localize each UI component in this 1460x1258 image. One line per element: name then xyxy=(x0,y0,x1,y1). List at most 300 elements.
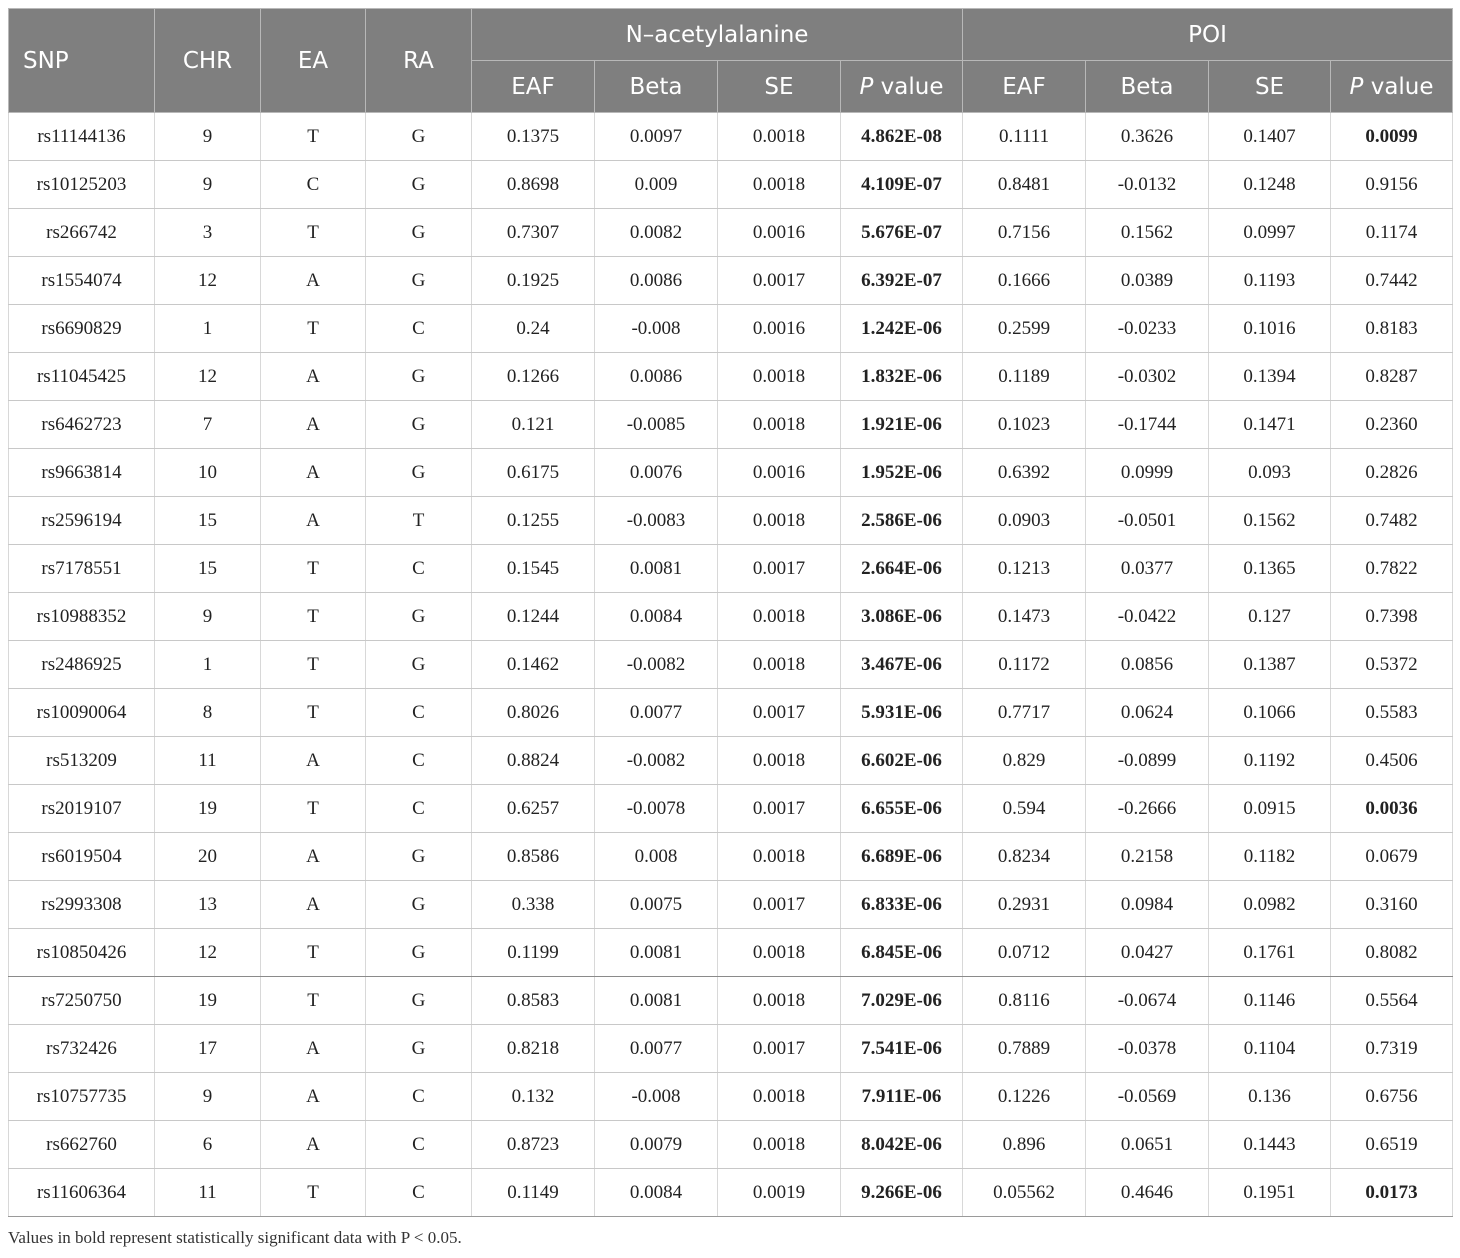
cell-chr: 13 xyxy=(155,881,261,929)
cell-ra: G xyxy=(366,641,472,689)
table-row xyxy=(9,353,1453,401)
table-row xyxy=(9,305,1453,353)
table-row xyxy=(9,641,1453,689)
table-row xyxy=(9,449,1453,497)
cell-ra: G xyxy=(366,833,472,881)
cell-n-se: 0.0018 xyxy=(718,593,841,641)
cell-poi-pvalue: 0.2360 xyxy=(1331,401,1453,449)
cell-poi-se: 0.093 xyxy=(1209,449,1331,497)
cell-poi-se: 0.1562 xyxy=(1209,497,1331,545)
cell-ra: G xyxy=(366,353,472,401)
cell-poi-pvalue: 0.9156 xyxy=(1331,161,1453,209)
cell-snp: rs11144136 xyxy=(9,113,155,161)
cell-ra: C xyxy=(366,785,472,833)
cell-poi-se: 0.1192 xyxy=(1209,737,1331,785)
cell-ea: T xyxy=(261,689,366,737)
header-n-se: SE xyxy=(718,61,841,113)
cell-n-se: 0.0018 xyxy=(718,113,841,161)
cell-chr: 8 xyxy=(155,689,261,737)
cell-poi-beta: 0.1562 xyxy=(1086,209,1209,257)
cell-ea: T xyxy=(261,977,366,1025)
cell-snp: rs10988352 xyxy=(9,593,155,641)
table-body xyxy=(9,113,1453,1217)
cell-poi-se: 0.1387 xyxy=(1209,641,1331,689)
cell-poi-eaf: 0.896 xyxy=(963,1121,1086,1169)
results-table xyxy=(8,8,1453,1217)
cell-chr: 11 xyxy=(155,1169,261,1217)
cell-poi-se: 0.1066 xyxy=(1209,689,1331,737)
cell-poi-eaf: 0.6392 xyxy=(963,449,1086,497)
table-row xyxy=(9,1121,1453,1169)
cell-poi-se: 0.127 xyxy=(1209,593,1331,641)
cell-poi-pvalue: 0.8287 xyxy=(1331,353,1453,401)
table-row xyxy=(9,113,1453,161)
cell-chr: 19 xyxy=(155,977,261,1025)
header-n-beta: Beta xyxy=(595,61,718,113)
cell-poi-eaf: 0.1023 xyxy=(963,401,1086,449)
header-p-beta: Beta xyxy=(1086,61,1209,113)
table-row xyxy=(9,161,1453,209)
cell-poi-beta: 0.0624 xyxy=(1086,689,1209,737)
cell-ea: C xyxy=(261,161,366,209)
table-container xyxy=(8,8,1452,1217)
cell-n-pvalue: 9.266E-06 xyxy=(841,1169,963,1217)
cell-n-pvalue: 1.952E-06 xyxy=(841,449,963,497)
cell-n-pvalue: 4.862E-08 xyxy=(841,113,963,161)
cell-n-beta: -0.008 xyxy=(595,1073,718,1121)
cell-n-pvalue: 1.242E-06 xyxy=(841,305,963,353)
cell-n-pvalue: 3.086E-06 xyxy=(841,593,963,641)
cell-poi-pvalue: 0.1174 xyxy=(1331,209,1453,257)
cell-poi-beta: 0.0427 xyxy=(1086,929,1209,977)
cell-snp: rs6019504 xyxy=(9,833,155,881)
cell-n-eaf: 0.8723 xyxy=(472,1121,595,1169)
cell-ea: A xyxy=(261,257,366,305)
cell-n-pvalue: 6.845E-06 xyxy=(841,929,963,977)
cell-poi-eaf: 0.1213 xyxy=(963,545,1086,593)
cell-poi-beta: 0.0999 xyxy=(1086,449,1209,497)
cell-poi-beta: -0.0569 xyxy=(1086,1073,1209,1121)
cell-ea: A xyxy=(261,497,366,545)
table-row xyxy=(9,209,1453,257)
cell-n-se: 0.0018 xyxy=(718,737,841,785)
cell-poi-beta: -0.0674 xyxy=(1086,977,1209,1025)
cell-poi-se: 0.0915 xyxy=(1209,785,1331,833)
cell-n-beta: -0.008 xyxy=(595,305,718,353)
cell-n-beta: -0.0082 xyxy=(595,641,718,689)
cell-ra: G xyxy=(366,929,472,977)
cell-snp: rs7178551 xyxy=(9,545,155,593)
cell-poi-beta: -0.0233 xyxy=(1086,305,1209,353)
cell-chr: 9 xyxy=(155,113,261,161)
cell-snp: rs2596194 xyxy=(9,497,155,545)
cell-snp: rs266742 xyxy=(9,209,155,257)
cell-ra: C xyxy=(366,689,472,737)
cell-chr: 6 xyxy=(155,1121,261,1169)
cell-snp: rs10850426 xyxy=(9,929,155,977)
cell-ra: G xyxy=(366,209,472,257)
cell-chr: 17 xyxy=(155,1025,261,1073)
cell-n-eaf: 0.1462 xyxy=(472,641,595,689)
cell-n-eaf: 0.7307 xyxy=(472,209,595,257)
cell-snp: rs10125203 xyxy=(9,161,155,209)
cell-poi-se: 0.0997 xyxy=(1209,209,1331,257)
cell-ea: T xyxy=(261,209,366,257)
cell-n-beta: 0.0081 xyxy=(595,545,718,593)
cell-poi-se: 0.1016 xyxy=(1209,305,1331,353)
cell-n-eaf: 0.1199 xyxy=(472,929,595,977)
cell-poi-beta: 0.0984 xyxy=(1086,881,1209,929)
cell-n-pvalue: 6.602E-06 xyxy=(841,737,963,785)
cell-poi-se: 0.1193 xyxy=(1209,257,1331,305)
table-row xyxy=(9,401,1453,449)
cell-chr: 10 xyxy=(155,449,261,497)
cell-n-se: 0.0018 xyxy=(718,977,841,1025)
cell-poi-beta: 0.2158 xyxy=(1086,833,1209,881)
cell-n-eaf: 0.8583 xyxy=(472,977,595,1025)
cell-n-eaf: 0.8026 xyxy=(472,689,595,737)
cell-ea: A xyxy=(261,833,366,881)
cell-n-pvalue: 6.655E-06 xyxy=(841,785,963,833)
cell-poi-pvalue: 0.5372 xyxy=(1331,641,1453,689)
cell-poi-pvalue: 0.5583 xyxy=(1331,689,1453,737)
cell-chr: 19 xyxy=(155,785,261,833)
cell-n-pvalue: 5.931E-06 xyxy=(841,689,963,737)
cell-snp: rs1554074 xyxy=(9,257,155,305)
cell-ea: A xyxy=(261,401,366,449)
cell-snp: rs662760 xyxy=(9,1121,155,1169)
cell-snp: rs6462723 xyxy=(9,401,155,449)
cell-n-eaf: 0.1925 xyxy=(472,257,595,305)
cell-poi-eaf: 0.0903 xyxy=(963,497,1086,545)
table-row xyxy=(9,1073,1453,1121)
pvalue-p-letter: P xyxy=(859,73,874,100)
cell-n-beta: 0.0084 xyxy=(595,1169,718,1217)
cell-n-beta: 0.0086 xyxy=(595,353,718,401)
cell-ra: C xyxy=(366,737,472,785)
cell-n-se: 0.0017 xyxy=(718,545,841,593)
cell-poi-eaf: 0.8481 xyxy=(963,161,1086,209)
table-header xyxy=(9,9,1453,113)
cell-poi-beta: -0.0899 xyxy=(1086,737,1209,785)
cell-ea: T xyxy=(261,785,366,833)
table-row xyxy=(9,833,1453,881)
cell-poi-se: 0.1104 xyxy=(1209,1025,1331,1073)
cell-poi-pvalue: 0.5564 xyxy=(1331,977,1453,1025)
cell-n-eaf: 0.24 xyxy=(472,305,595,353)
cell-ea: T xyxy=(261,929,366,977)
cell-poi-se: 0.136 xyxy=(1209,1073,1331,1121)
cell-poi-beta: -0.0422 xyxy=(1086,593,1209,641)
cell-ra: G xyxy=(366,977,472,1025)
cell-snp: rs11045425 xyxy=(9,353,155,401)
cell-poi-eaf: 0.1111 xyxy=(963,113,1086,161)
cell-ra: C xyxy=(366,1121,472,1169)
cell-n-eaf: 0.132 xyxy=(472,1073,595,1121)
cell-snp: rs732426 xyxy=(9,1025,155,1073)
cell-n-pvalue: 7.911E-06 xyxy=(841,1073,963,1121)
cell-n-eaf: 0.8698 xyxy=(472,161,595,209)
cell-poi-pvalue: 0.0679 xyxy=(1331,833,1453,881)
cell-snp: rs2019107 xyxy=(9,785,155,833)
cell-n-pvalue: 6.833E-06 xyxy=(841,881,963,929)
cell-snp: rs7250750 xyxy=(9,977,155,1025)
cell-n-beta: 0.009 xyxy=(595,161,718,209)
cell-poi-beta: -0.2666 xyxy=(1086,785,1209,833)
cell-poi-pvalue: 0.2826 xyxy=(1331,449,1453,497)
cell-n-se: 0.0016 xyxy=(718,305,841,353)
cell-poi-eaf: 0.594 xyxy=(963,785,1086,833)
cell-ra: G xyxy=(366,401,472,449)
cell-poi-pvalue: 0.8183 xyxy=(1331,305,1453,353)
cell-poi-beta: 0.0389 xyxy=(1086,257,1209,305)
table-row xyxy=(9,257,1453,305)
cell-ea: A xyxy=(261,737,366,785)
cell-n-pvalue: 1.832E-06 xyxy=(841,353,963,401)
cell-ra: G xyxy=(366,881,472,929)
cell-n-se: 0.0017 xyxy=(718,689,841,737)
cell-n-se: 0.0016 xyxy=(718,449,841,497)
cell-poi-eaf: 0.2931 xyxy=(963,881,1086,929)
cell-poi-beta: -0.0302 xyxy=(1086,353,1209,401)
cell-poi-pvalue: 0.7319 xyxy=(1331,1025,1453,1073)
cell-poi-pvalue: 0.6519 xyxy=(1331,1121,1453,1169)
table-row xyxy=(9,497,1453,545)
cell-chr: 3 xyxy=(155,209,261,257)
cell-poi-se: 0.1761 xyxy=(1209,929,1331,977)
cell-poi-se: 0.1146 xyxy=(1209,977,1331,1025)
cell-poi-se: 0.1365 xyxy=(1209,545,1331,593)
cell-chr: 11 xyxy=(155,737,261,785)
cell-ea: T xyxy=(261,593,366,641)
cell-poi-se: 0.1443 xyxy=(1209,1121,1331,1169)
header-ea: EA xyxy=(261,9,366,113)
cell-poi-beta: 0.3626 xyxy=(1086,113,1209,161)
header-p-pvalue xyxy=(1331,61,1453,113)
table-row xyxy=(9,1025,1453,1073)
cell-n-se: 0.0019 xyxy=(718,1169,841,1217)
cell-poi-eaf: 0.8234 xyxy=(963,833,1086,881)
header-snp: SNP xyxy=(9,9,155,113)
cell-n-beta: -0.0085 xyxy=(595,401,718,449)
cell-poi-eaf: 0.1189 xyxy=(963,353,1086,401)
cell-n-eaf: 0.6175 xyxy=(472,449,595,497)
cell-chr: 7 xyxy=(155,401,261,449)
cell-n-eaf: 0.1149 xyxy=(472,1169,595,1217)
cell-ea: T xyxy=(261,113,366,161)
cell-n-beta: -0.0083 xyxy=(595,497,718,545)
cell-n-beta: 0.0082 xyxy=(595,209,718,257)
cell-poi-eaf: 0.829 xyxy=(963,737,1086,785)
header-ra: RA xyxy=(366,9,472,113)
cell-ea: T xyxy=(261,305,366,353)
cell-n-pvalue: 6.689E-06 xyxy=(841,833,963,881)
cell-poi-pvalue: 0.0099 xyxy=(1331,113,1453,161)
cell-poi-beta: 0.0856 xyxy=(1086,641,1209,689)
cell-ea: A xyxy=(261,449,366,497)
cell-ra: G xyxy=(366,113,472,161)
header-p-se: SE xyxy=(1209,61,1331,113)
cell-ea: T xyxy=(261,641,366,689)
cell-poi-beta: 0.4646 xyxy=(1086,1169,1209,1217)
cell-n-pvalue: 8.042E-06 xyxy=(841,1121,963,1169)
header-group-poi: POI xyxy=(963,9,1453,61)
footnote: Values in bold represent statistically significant data with P < 0.05. xyxy=(8,1228,462,1247)
cell-n-pvalue: 4.109E-07 xyxy=(841,161,963,209)
cell-n-se: 0.0018 xyxy=(718,833,841,881)
cell-poi-se: 0.1951 xyxy=(1209,1169,1331,1217)
cell-chr: 1 xyxy=(155,305,261,353)
cell-poi-eaf: 0.05562 xyxy=(963,1169,1086,1217)
cell-poi-eaf: 0.7717 xyxy=(963,689,1086,737)
cell-n-beta: 0.0084 xyxy=(595,593,718,641)
cell-poi-eaf: 0.0712 xyxy=(963,929,1086,977)
cell-ea: T xyxy=(261,1169,366,1217)
cell-poi-eaf: 0.8116 xyxy=(963,977,1086,1025)
cell-ra: G xyxy=(366,593,472,641)
table-row xyxy=(9,881,1453,929)
cell-ra: G xyxy=(366,161,472,209)
cell-poi-pvalue: 0.7442 xyxy=(1331,257,1453,305)
cell-n-pvalue: 6.392E-07 xyxy=(841,257,963,305)
cell-chr: 1 xyxy=(155,641,261,689)
cell-snp: rs9663814 xyxy=(9,449,155,497)
cell-poi-eaf: 0.1226 xyxy=(963,1073,1086,1121)
cell-poi-beta: 0.0377 xyxy=(1086,545,1209,593)
cell-n-se: 0.0016 xyxy=(718,209,841,257)
cell-n-beta: 0.0097 xyxy=(595,113,718,161)
cell-chr: 12 xyxy=(155,257,261,305)
cell-n-se: 0.0018 xyxy=(718,497,841,545)
cell-chr: 12 xyxy=(155,929,261,977)
cell-ra: G xyxy=(366,449,472,497)
cell-poi-pvalue: 0.3160 xyxy=(1331,881,1453,929)
cell-n-beta: 0.0081 xyxy=(595,977,718,1025)
cell-n-eaf: 0.8218 xyxy=(472,1025,595,1073)
cell-poi-pvalue: 0.0036 xyxy=(1331,785,1453,833)
cell-n-se: 0.0018 xyxy=(718,1073,841,1121)
cell-poi-pvalue: 0.8082 xyxy=(1331,929,1453,977)
cell-poi-se: 0.0982 xyxy=(1209,881,1331,929)
cell-poi-eaf: 0.1666 xyxy=(963,257,1086,305)
cell-n-eaf: 0.338 xyxy=(472,881,595,929)
cell-poi-eaf: 0.1473 xyxy=(963,593,1086,641)
cell-n-eaf: 0.1375 xyxy=(472,113,595,161)
cell-n-beta: 0.0081 xyxy=(595,929,718,977)
cell-poi-pvalue: 0.7482 xyxy=(1331,497,1453,545)
table-row xyxy=(9,689,1453,737)
cell-n-beta: 0.0086 xyxy=(595,257,718,305)
cell-n-se: 0.0017 xyxy=(718,785,841,833)
cell-chr: 15 xyxy=(155,497,261,545)
cell-ra: G xyxy=(366,257,472,305)
cell-n-eaf: 0.8824 xyxy=(472,737,595,785)
cell-n-beta: 0.0079 xyxy=(595,1121,718,1169)
cell-ra: C xyxy=(366,305,472,353)
cell-n-eaf: 0.6257 xyxy=(472,785,595,833)
cell-ra: C xyxy=(366,1073,472,1121)
table-row xyxy=(9,737,1453,785)
cell-ra: G xyxy=(366,1025,472,1073)
cell-chr: 9 xyxy=(155,161,261,209)
cell-ea: A xyxy=(261,353,366,401)
cell-n-pvalue: 7.029E-06 xyxy=(841,977,963,1025)
cell-poi-beta: 0.0651 xyxy=(1086,1121,1209,1169)
header-n-pvalue xyxy=(841,61,963,113)
cell-n-se: 0.0017 xyxy=(718,881,841,929)
cell-n-se: 0.0017 xyxy=(718,257,841,305)
table-row xyxy=(9,929,1453,977)
cell-ra: T xyxy=(366,497,472,545)
cell-n-beta: 0.0075 xyxy=(595,881,718,929)
cell-chr: 12 xyxy=(155,353,261,401)
cell-poi-se: 0.1394 xyxy=(1209,353,1331,401)
cell-n-pvalue: 2.586E-06 xyxy=(841,497,963,545)
cell-poi-eaf: 0.1172 xyxy=(963,641,1086,689)
cell-n-eaf: 0.121 xyxy=(472,401,595,449)
cell-snp: rs513209 xyxy=(9,737,155,785)
cell-n-eaf: 0.1545 xyxy=(472,545,595,593)
cell-snp: rs10090064 xyxy=(9,689,155,737)
cell-n-pvalue: 1.921E-06 xyxy=(841,401,963,449)
cell-n-pvalue: 5.676E-07 xyxy=(841,209,963,257)
cell-n-se: 0.0017 xyxy=(718,1025,841,1073)
cell-ea: A xyxy=(261,1025,366,1073)
cell-ea: A xyxy=(261,881,366,929)
cell-snp: rs11606364 xyxy=(9,1169,155,1217)
header-p-eaf: EAF xyxy=(963,61,1086,113)
cell-chr: 20 xyxy=(155,833,261,881)
cell-poi-beta: -0.0132 xyxy=(1086,161,1209,209)
cell-n-se: 0.0018 xyxy=(718,929,841,977)
cell-n-se: 0.0018 xyxy=(718,401,841,449)
cell-n-beta: 0.0076 xyxy=(595,449,718,497)
pvalue-rest: value xyxy=(873,73,944,100)
cell-n-se: 0.0018 xyxy=(718,1121,841,1169)
cell-ra: C xyxy=(366,1169,472,1217)
cell-ea: A xyxy=(261,1073,366,1121)
cell-n-se: 0.0018 xyxy=(718,161,841,209)
cell-poi-pvalue: 0.7398 xyxy=(1331,593,1453,641)
table-row xyxy=(9,1169,1453,1217)
cell-chr: 15 xyxy=(155,545,261,593)
cell-poi-eaf: 0.2599 xyxy=(963,305,1086,353)
pvalue-rest: value xyxy=(1363,73,1434,100)
cell-n-pvalue: 7.541E-06 xyxy=(841,1025,963,1073)
cell-poi-pvalue: 0.0173 xyxy=(1331,1169,1453,1217)
cell-poi-se: 0.1182 xyxy=(1209,833,1331,881)
header-n-eaf: EAF xyxy=(472,61,595,113)
cell-poi-beta: -0.1744 xyxy=(1086,401,1209,449)
cell-n-beta: -0.0082 xyxy=(595,737,718,785)
cell-n-se: 0.0018 xyxy=(718,353,841,401)
cell-poi-eaf: 0.7156 xyxy=(963,209,1086,257)
cell-n-beta: 0.0077 xyxy=(595,1025,718,1073)
header-chr: CHR xyxy=(155,9,261,113)
cell-poi-pvalue: 0.6756 xyxy=(1331,1073,1453,1121)
cell-chr: 9 xyxy=(155,1073,261,1121)
cell-snp: rs6690829 xyxy=(9,305,155,353)
cell-n-eaf: 0.8586 xyxy=(472,833,595,881)
cell-poi-se: 0.1407 xyxy=(1209,113,1331,161)
cell-snp: rs2993308 xyxy=(9,881,155,929)
cell-n-pvalue: 3.467E-06 xyxy=(841,641,963,689)
cell-snp: rs10757735 xyxy=(9,1073,155,1121)
table-row xyxy=(9,785,1453,833)
cell-ra: C xyxy=(366,545,472,593)
cell-poi-eaf: 0.7889 xyxy=(963,1025,1086,1073)
header-group-n-acetylalanine: N–acetylalanine xyxy=(472,9,963,61)
